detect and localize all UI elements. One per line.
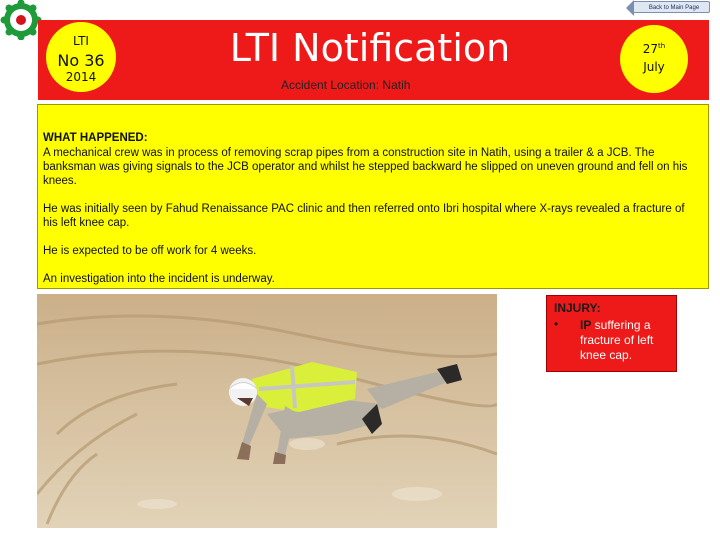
- back-to-main-page-label: Back to Main Page: [648, 5, 700, 11]
- summary-paragraph: He is expected to be off work for 4 weeks.: [43, 245, 257, 257]
- lti-number: No 36: [57, 51, 105, 70]
- accident-location: Accident Location: Natih: [281, 78, 411, 92]
- injury-description: [580, 318, 676, 363]
- summary-paragraph: A mechanical crew was in process of removing scrap pipes from a construction site in Natih, using a trailer & a JCB. The banksman was giving signals to the JCB operator and whilst he stepped backward he slipped on uneven ground and fell on his knees.: [43, 147, 688, 187]
- summary-paragraph: He was initially seen by Fahud Renaissance PAC clinic and then referred onto Ibri hospital where X-rays revealed a fracture of his left knee cap.: [43, 203, 685, 229]
- date-day-suffix: th: [658, 42, 666, 50]
- injured-person-label: IP: [580, 318, 592, 332]
- what-happened-heading: WHAT HAPPENED:: [43, 132, 148, 144]
- summary-paragraph: An investigation into the incident is underway.: [43, 273, 275, 285]
- back-arrow-icon: [626, 0, 634, 16]
- date-day: [620, 42, 688, 56]
- bullet-icon: •: [554, 317, 559, 331]
- injury-text: suffering a fracture of left knee cap.: [580, 318, 654, 362]
- date-badge: [620, 25, 688, 93]
- page-title: LTI Notification: [229, 26, 511, 70]
- lti-number-badge: [46, 22, 116, 92]
- lti-year: 2014: [65, 70, 97, 84]
- injury-heading: INJURY:: [554, 301, 601, 315]
- date-day-number: 27: [642, 42, 659, 56]
- back-to-main-page-button[interactable]: [632, 1, 710, 13]
- date-month: July: [643, 60, 665, 74]
- injury-panel: [546, 295, 677, 372]
- company-logo: [0, 0, 42, 40]
- incident-photo: [37, 294, 497, 528]
- lti-label: LTI: [73, 34, 89, 48]
- what-happened-panel: [37, 104, 709, 289]
